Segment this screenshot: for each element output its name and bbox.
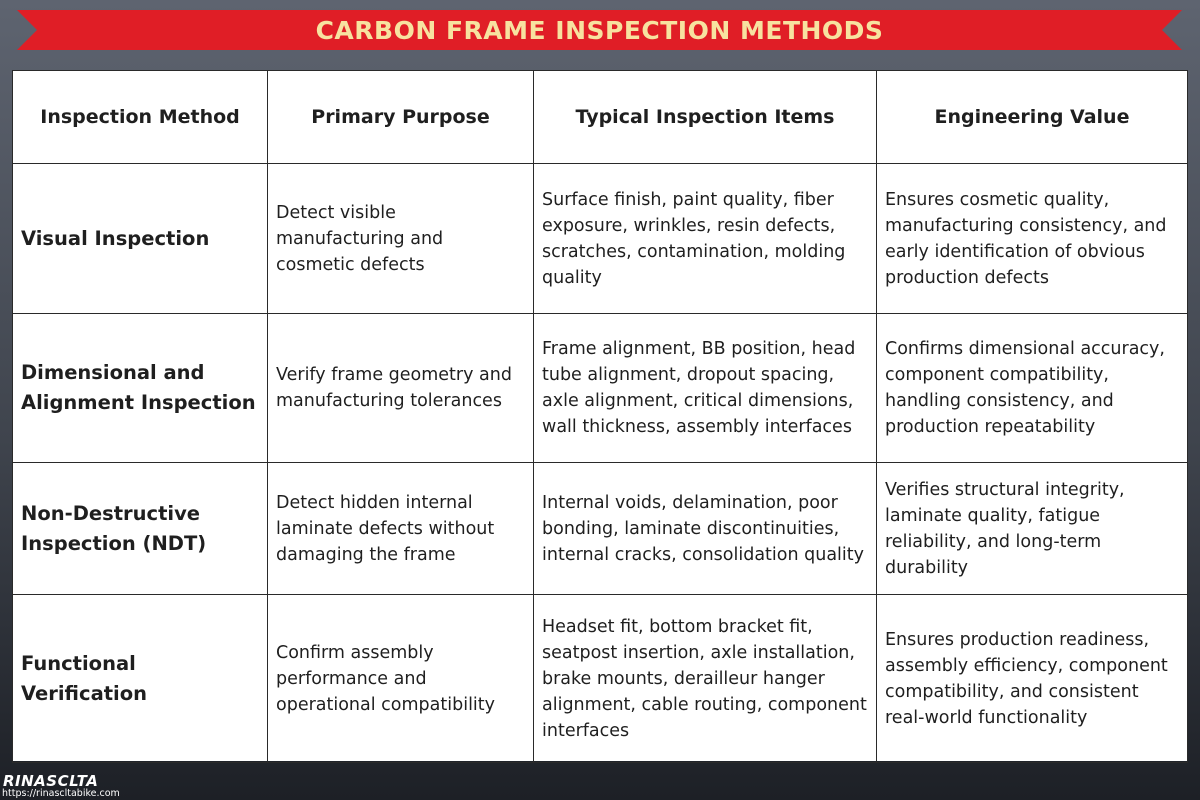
row-items-cell: Headset fit, bottom bracket fit, seatpost insertion, axle installation, brake mounts, derailleur hanger alignment, cable routing, component interfaces (534, 595, 877, 763)
row-method-cell: Non-Destructive Inspection (NDT) (13, 463, 268, 595)
title-banner (17, 10, 1182, 50)
inspection-methods-table (12, 70, 1188, 763)
row-purpose-cell: Detect visible manufacturing and cosmetic defects (268, 164, 534, 314)
row-method-cell: Dimensional and Alignment Inspection (13, 314, 268, 463)
brand-logo: RINASCLTA (3, 772, 99, 790)
row-value-cell: Verifies structural integrity, laminate quality, fatigue reliability, and long-term durability (877, 463, 1188, 595)
row-method-cell: Functional Verification (13, 595, 268, 763)
column-header-typical-inspection-items: Typical Inspection Items (534, 71, 877, 164)
table-row (13, 463, 1188, 595)
table-row (13, 164, 1188, 314)
table-row (13, 314, 1188, 463)
row-items-cell: Surface finish, paint quality, fiber exposure, wrinkles, resin defects, scratches, contamination, molding quality (534, 164, 877, 314)
brand-url: https://rinascltabike.com (2, 788, 120, 799)
column-header-inspection-method: Inspection Method (13, 71, 268, 164)
row-value-cell: Confirms dimensional accuracy, component compatibility, handling consistency, and production repeatability (877, 314, 1188, 463)
row-purpose-cell: Verify frame geometry and manufacturing tolerances (268, 314, 534, 463)
inspection-table-container (12, 70, 1187, 761)
column-header-engineering-value: Engineering Value (877, 71, 1188, 164)
row-purpose-cell: Confirm assembly performance and operational compatibility (268, 595, 534, 763)
row-value-cell: Ensures production readiness, assembly efficiency, component compatibility, and consistent real-world functionality (877, 595, 1188, 763)
row-method-cell: Visual Inspection (13, 164, 268, 314)
row-value-cell: Ensures cosmetic quality, manufacturing consistency, and early identification of obvious production defects (877, 164, 1188, 314)
column-header-primary-purpose: Primary Purpose (268, 71, 534, 164)
brand-watermark (0, 772, 200, 800)
table-row (13, 595, 1188, 763)
table-header-row (13, 71, 1188, 164)
row-purpose-cell: Detect hidden internal laminate defects without damaging the frame (268, 463, 534, 595)
row-items-cell: Internal voids, delamination, poor bonding, laminate discontinuities, internal cracks, consolidation quality (534, 463, 877, 595)
page-title: CARBON FRAME INSPECTION METHODS (315, 16, 884, 45)
row-items-cell: Frame alignment, BB position, head tube alignment, dropout spacing, axle alignment, critical dimensions, wall thickness, assembly interfaces (534, 314, 877, 463)
